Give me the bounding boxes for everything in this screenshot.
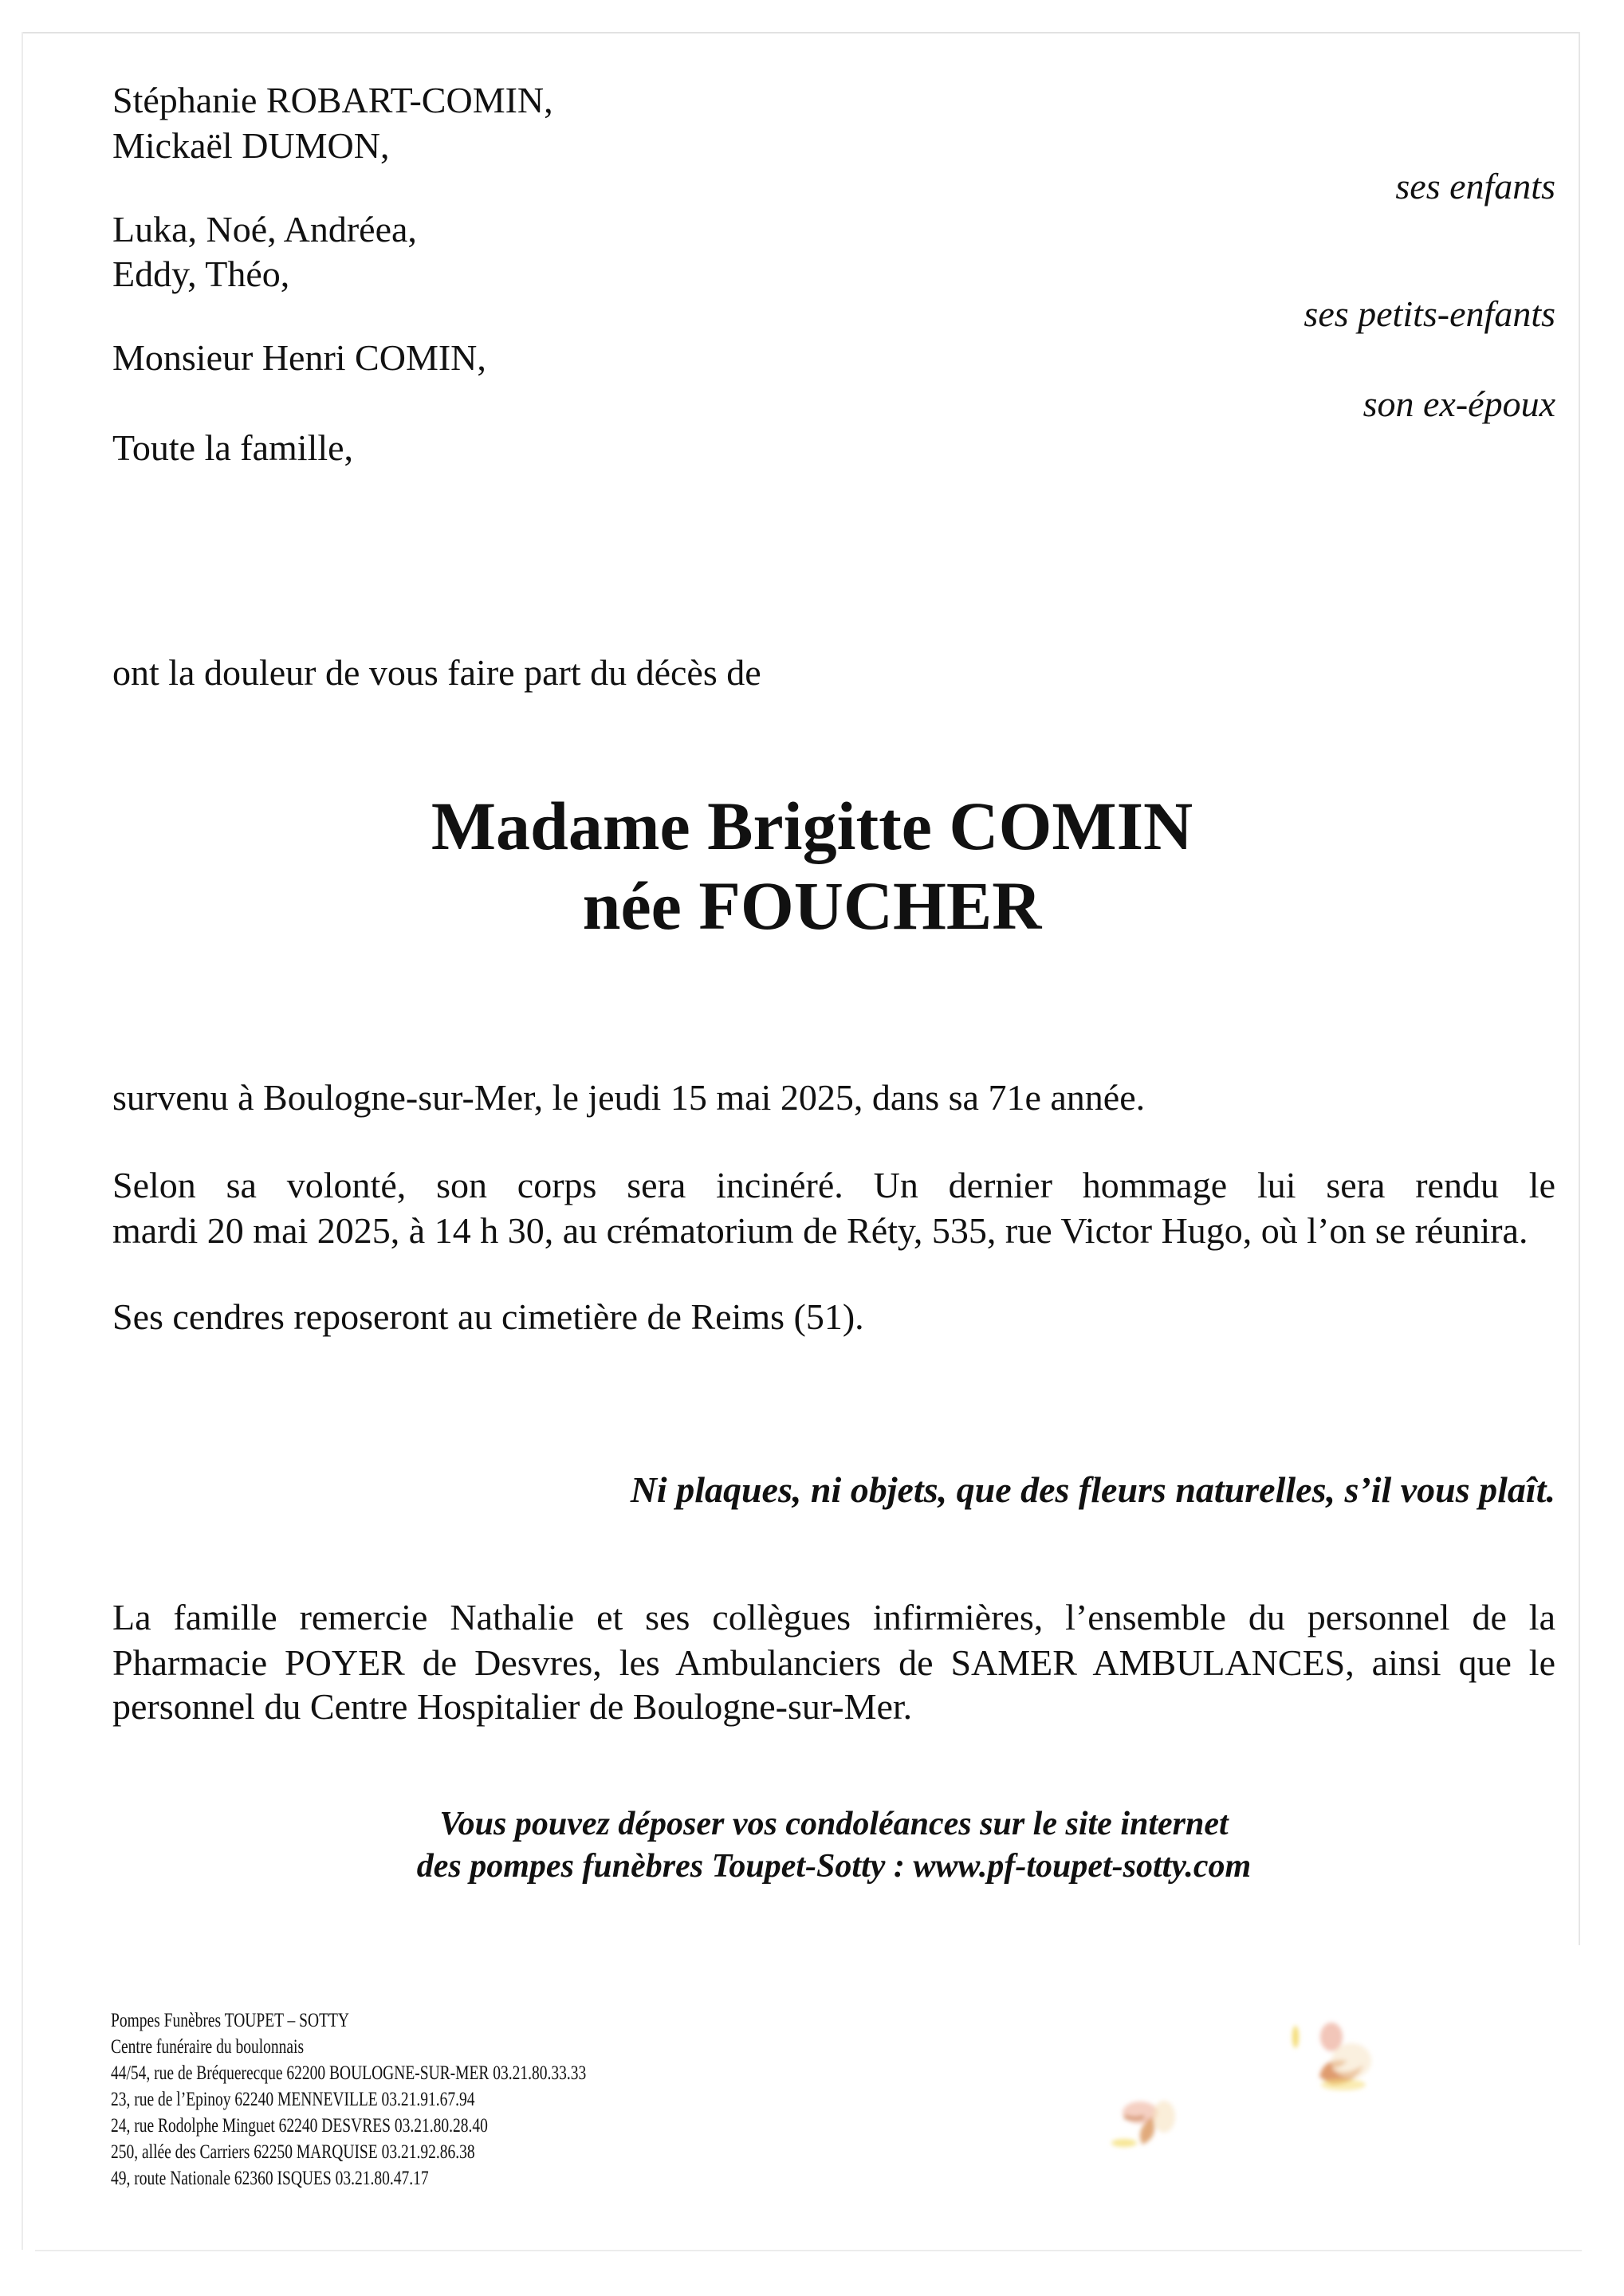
footer-company: Pompes Funèbres TOUPET – SOTTY <box>111 2010 350 2031</box>
thanks-line: La famille remercie Nathalie et ses collègues infirmières, l’ensemble du personnel de la <box>112 1597 1555 1637</box>
page-border-right <box>1579 32 1580 1945</box>
grandchildren-label: ses petits-enfants <box>1304 293 1555 334</box>
ex-spouse-name: Monsieur Henri COMIN, <box>112 337 486 378</box>
footer-address: 24, rue Rodolphe Minguet 62240 DESVRES 03.21.80.28.40 <box>111 2115 488 2137</box>
flower-decoration-icon <box>1284 2005 1403 2101</box>
grandchildren-names: Eddy, Théo, <box>112 254 290 294</box>
child-name: Mickaël DUMON, <box>112 125 390 166</box>
page-border-bottom <box>35 2250 1582 2251</box>
page-border-top <box>22 32 1579 33</box>
footer-address: 23, rue de l’Epinoy 62240 MENNEVILLE 03.21.91.67.94 <box>111 2089 475 2110</box>
deceased-name: Madame Brigitte COMIN <box>431 788 1193 864</box>
flowers-note: Ni plaques, ni objets, que des fleurs naturelles, s’il vous plaît. <box>630 1469 1555 1510</box>
condolences-website[interactable]: des pompes funèbres Toupet-Sotty : www.pf-toupet-sotty.com <box>416 1848 1252 1885</box>
thanks-line: personnel du Centre Hospitalier de Boulogne-sur-Mer. <box>112 1686 913 1727</box>
death-details: survenu à Boulogne-sur-Mer, le jeudi 15 mai 2025, dans sa 71e année. <box>112 1077 1146 1118</box>
ashes-details: Ses cendres reposeront au cimetière de Reims (51). <box>112 1296 864 1337</box>
ex-spouse-label: son ex-époux <box>1363 383 1555 424</box>
thanks-line: Pharmacie POYER de Desvres, les Ambulanciers de SAMER AMBULANCES, ainsi que le <box>112 1642 1555 1683</box>
flower-decoration-icon <box>1092 2081 1204 2168</box>
grandchildren-names: Luka, Noé, Andréea, <box>112 209 417 250</box>
children-label: ses enfants <box>1395 166 1555 206</box>
footer-line: Centre funéraire du boulonnais <box>111 2036 305 2058</box>
footer-address: 250, allée des Carriers 62250 MARQUISE 03.21.92.86.38 <box>111 2141 475 2163</box>
page-border-left <box>22 32 23 2250</box>
announcement: ont la douleur de vous faire part du décès de <box>112 652 761 693</box>
all-family: Toute la famille, <box>112 427 354 468</box>
child-name: Stéphanie ROBART-COMIN, <box>112 80 553 120</box>
deceased-maiden-name: née FOUCHER <box>582 867 1042 944</box>
ceremony-line: mardi 20 mai 2025, à 14 h 30, au crématorium de Réty, 535, rue Victor Hugo, où l’on se réunira. <box>112 1210 1528 1251</box>
ceremony-line: Selon sa volonté, son corps sera incinéré. Un dernier hommage lui sera rendu le <box>112 1165 1555 1205</box>
footer-address: 44/54, rue de Bréquerecque 62200 BOULOGNE-SUR-MER 03.21.80.33.33 <box>111 2062 587 2084</box>
footer-address: 49, route Nationale 62360 ISQUES 03.21.80.47.17 <box>111 2168 429 2189</box>
condolences-line: Vous pouvez déposer vos condoléances sur le site internet <box>439 1806 1229 1842</box>
